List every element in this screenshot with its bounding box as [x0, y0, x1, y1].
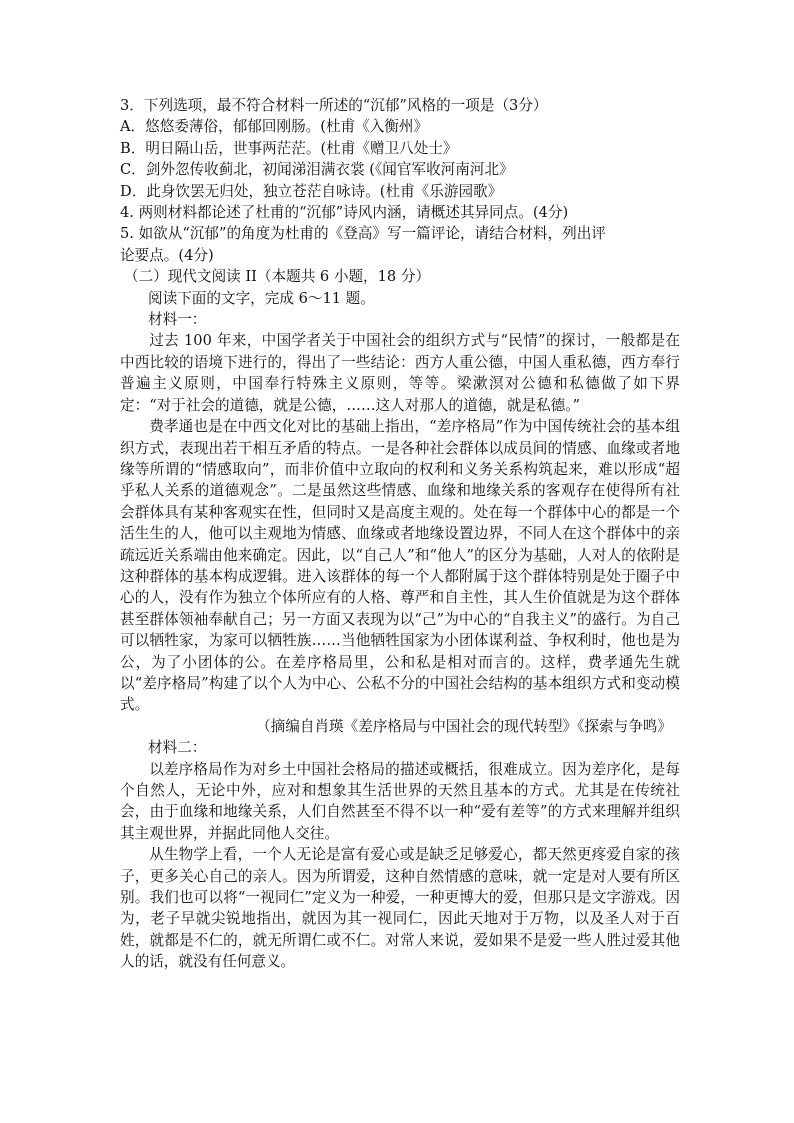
question-3-stem: 3．下列选项，最不符合材料一所述的“沉郁”风格的一项是（3分） — [120, 97, 548, 114]
question-5-line-2: 论要点。(4分) — [120, 246, 214, 264]
material-2-label: 材料二： — [148, 739, 207, 757]
material-1-source: （摘编自肖瑛《差序格局与中国社会的现代转型》《探索与争鸣》 — [256, 717, 672, 735]
material-2-paragraph-2: 从生物学上看，一个人无论是富有爱心或是缺乏足够爱心，都天然更疼爱自家的孩子，更多关心自己的亲人。因为所谓爱，这种自然情感的意味，就一定是对人要有所区别。我们也可以将“一视同仁”定义为一种爱，一种更博大的爱，但那只是文字游戏。因为，老子早就尖锐地指出，就因为其一视同仁，因此天地对于万物，以及圣人对于百姓，就都是不仁的，就无所谓仁或不仁。对常人来说，爱如果不是爱一些人胜过爱其他人的话，就没有任何意义。 — [120, 846, 680, 971]
material-2-paragraph-1: 以差序格局作为对乡土中国社会格局的描述或概括，很难成立。因为差序化，是每个自然人，无论中外，应对和想象其生活世界的天然且基本的方式。尤其是在传统社会，由于血缘和地缘关系，人们自然甚至不得不以一种“爱有差等”的方式来理解并组织其主观世界，并据此同他人交往。 — [120, 760, 680, 842]
question-3-option-a: A．悠悠委薄俗，郁郁回刚肠。(杜甫《入衡州》 — [120, 118, 429, 136]
section-heading: （二）现代文阅读 II（本题共 6 小题，18 分） — [124, 268, 431, 286]
question-3-option-d: D．此身饮罢无归处，独立苍茫自咏诗。(杜甫《乐游园歌》 — [120, 182, 503, 200]
material-1-paragraph-1: 过去 100 年来，中国学者关于中国社会的组织方式与“民情”的探讨，一般都是在中西比较的语境下进行的，得出了一些结论：西方人重公德，中国人重私德，西方奉行普遍主义原则，中国奉行特殊主义原则，等等。梁漱溟对公德和私德做了如下界定：“对于社会的道德，就是公德，……这人对那人的道德，就是私德。” — [120, 332, 680, 414]
question-5-line-1: 5. 如欲从“沉郁”的角度为杜甫的《登高》写一篇评论，请结合材料，列出评 — [120, 225, 606, 243]
material-1-label: 材料一： — [148, 311, 207, 329]
question-3-option-c: C．剑外忽传收蓟北，初闻涕泪满衣裳 (《闻官军收河南河北》 — [120, 161, 514, 179]
section-instruction: 阅读下面的文字，完成 6～11 题。 — [148, 289, 375, 307]
material-1-paragraph-2: 费孝通也是在中西文化对比的基础上指出，“差序格局”作为中国传统社会的基本组织方式，表现出若干相互矛盾的特点。一是各种社会群体以成员间的情感、血缘或者地缘等所谓的“情感取向”，而非价值中立取向的权利和义务关系构筑起来，难以形成“超乎私人关系的道德观念”。二是虽然这些情感、血缘和地缘关系的客观存在使得所有社会群体具有某种客观实在性，但同时又是高度主观的。处在每一个群体中心的都是一个活生生的人，他可以主观地为情感、血缘或者地缘设置边界，不同人在这个群体中的亲疏远近关系端由他来确定。因此，以“自己人”和“他人”的区分为基础，人对人的依附是这种群体的基本构成逻辑。进入该群体的每一个人都附属于这个群体特别是处于圈子中心的人，没有作为独立个体所应有的人格、尊严和自主性，其人生价值就是为这个群体甚至群体领袖奉献自己；另一方面又表现为以“己”为中心的“自我主义”的盛行。为自己可以牺牲家，为家可以牺牲族……当他牺牲国家为小团体谋利益、争权利时，他也是为公，为了小团体的公。在差序格局里，公和私是相对而言的。这样，费孝通先生就以“差序格局”构建了以个人为中心、公私不分的中国社会结构的基本组织方式和变动模式。 — [120, 418, 680, 714]
question-3-option-b: B．明日隔山岳，世事两茫茫。(杜甫《赠卫八处士》 — [120, 139, 458, 157]
question-4: 4. 两则材料都论述了杜甫的“沉郁”诗风内涵，请概述其异同点。(4分) — [120, 204, 569, 222]
document-body — [120, 95, 680, 973]
